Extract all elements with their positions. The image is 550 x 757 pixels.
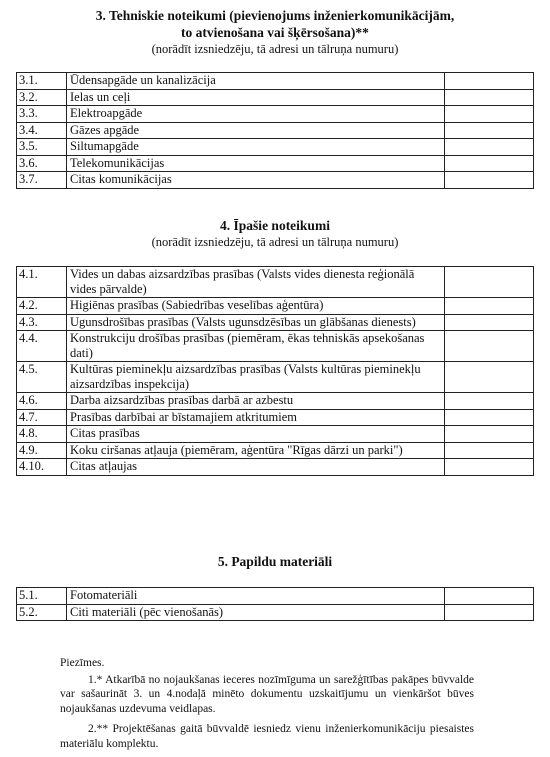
note-1: 1.* Atkarībā no nojaukšanas ieceres nozīmīguma un sarežģītības pakāpes būvvalde var sašaurināt 3. un 4.nodaļā minēto dokumentu uzskaitījumu un vienkāršot būves nojaukšanas uzdevuma veidlapas. [60,673,474,715]
row-label: Ielas un ceļi [67,89,445,106]
row-number: 4.9. [17,442,67,459]
row-value-cell[interactable] [445,89,534,106]
table-row [17,155,534,172]
row-label: Ugunsdrošības prasības (Valsts ugunsdzēsības un glābšanas dienests) [67,314,445,331]
section3-table [16,72,534,189]
table-row [17,604,534,621]
row-number: 4.7. [17,409,67,426]
row-number: 4.8. [17,426,67,443]
row-label: Citas komunikācijas [67,172,445,189]
row-number: 3.7. [17,172,67,189]
row-label: Ūdensapgāde un kanalizācija [67,73,445,90]
row-value-cell[interactable] [445,298,534,315]
section5-heading: 5. Papildu materiāli [217,554,333,569]
table-row [17,393,534,410]
table-row [17,172,534,189]
row-number: 3.3. [17,106,67,123]
row-value-cell[interactable] [445,362,534,393]
row-value-cell[interactable] [445,267,534,298]
row-label: Kultūras pieminekļu aizsardzības prasības (Valsts kultūras pieminekļu aizsardzības inspekcija) [67,362,445,393]
row-value-cell[interactable] [445,393,534,410]
section3-subheading: (norādīt izsniedzēju, tā adresi un tālruņa numuru) [151,42,399,56]
row-label: Siltumapgāde [67,139,445,156]
row-value-cell[interactable] [445,106,534,123]
row-number: 3.6. [17,155,67,172]
table-row [17,426,534,443]
table-row [17,314,534,331]
row-value-cell[interactable] [445,426,534,443]
table-row [17,442,534,459]
row-value-cell[interactable] [445,172,534,189]
table-row [17,122,534,139]
row-number: 4.4. [17,331,67,362]
row-label: Prasības darbībai ar bīstamajiem atkritumiem [67,409,445,426]
row-value-cell[interactable] [445,73,534,90]
row-label: Koku ciršanas atļauja (piemēram, aģentūra "Rīgas dārzi un parki") [67,442,445,459]
row-label: Gāzes apgāde [67,122,445,139]
notes-title: Piezīmes. [60,657,105,669]
section4-subheading: (norādīt izsniedzēju, tā adresi un tālruņa numuru) [151,235,399,249]
row-label: Vides un dabas aizsardzības prasības (Valsts vides dienesta reģionālā vides pārvalde) [67,267,445,298]
section4-heading: 4. Īpašie noteikumi [220,218,330,233]
row-value-cell[interactable] [445,442,534,459]
row-label: Elektroapgāde [67,106,445,123]
table-row [17,139,534,156]
row-number: 4.5. [17,362,67,393]
section3-heading-line1: 3. Tehniskie noteikumi (pievienojums inženierkomunikācijām, [95,8,455,23]
row-label: Higiēnas prasības (Sabiedrības veselības aģentūra) [67,298,445,315]
row-value-cell[interactable] [445,331,534,362]
row-number: 4.10. [17,459,67,476]
note-2: 2.** Projektēšanas gaitā būvvaldē iesniedz vienu inženierkomunikāciju piesaistes materiālu komplektu. [60,723,474,750]
table-row [17,362,534,393]
row-number: 5.2. [17,604,67,621]
table-row [17,409,534,426]
row-label: Fotomateriāli [67,588,445,605]
row-label: Citi materiāli (pēc vienošanās) [67,604,445,621]
notes-block [60,656,474,751]
section4-table [16,266,534,476]
table-row [17,267,534,298]
row-value-cell[interactable] [445,409,534,426]
row-number: 3.4. [17,122,67,139]
row-value-cell[interactable] [445,588,534,605]
table-row [17,459,534,476]
row-value-cell[interactable] [445,139,534,156]
row-label: Citas prasības [67,426,445,443]
row-number: 4.3. [17,314,67,331]
row-label: Konstrukciju drošības prasības (piemēram, ēkas tehniskās apsekošanas dati) [67,331,445,362]
row-label: Citas atļaujas [67,459,445,476]
row-value-cell[interactable] [445,122,534,139]
row-value-cell[interactable] [445,459,534,476]
row-value-cell[interactable] [445,314,534,331]
table-row [17,298,534,315]
row-value-cell[interactable] [445,604,534,621]
row-label: Telekomunikācijas [67,155,445,172]
row-number: 5.1. [17,588,67,605]
row-value-cell[interactable] [445,155,534,172]
table-row [17,73,534,90]
section5-table [16,587,534,621]
row-number: 4.2. [17,298,67,315]
row-number: 4.6. [17,393,67,410]
table-row [17,106,534,123]
row-number: 3.1. [17,73,67,90]
table-row [17,588,534,605]
row-number: 3.5. [17,139,67,156]
table-row [17,331,534,362]
section3-heading-line2: to atvienošana vai šķērsošana)** [181,25,369,40]
row-label: Darba aizsardzības prasības darbā ar azbestu [67,393,445,410]
table-row [17,89,534,106]
row-number: 4.1. [17,267,67,298]
row-number: 3.2. [17,89,67,106]
